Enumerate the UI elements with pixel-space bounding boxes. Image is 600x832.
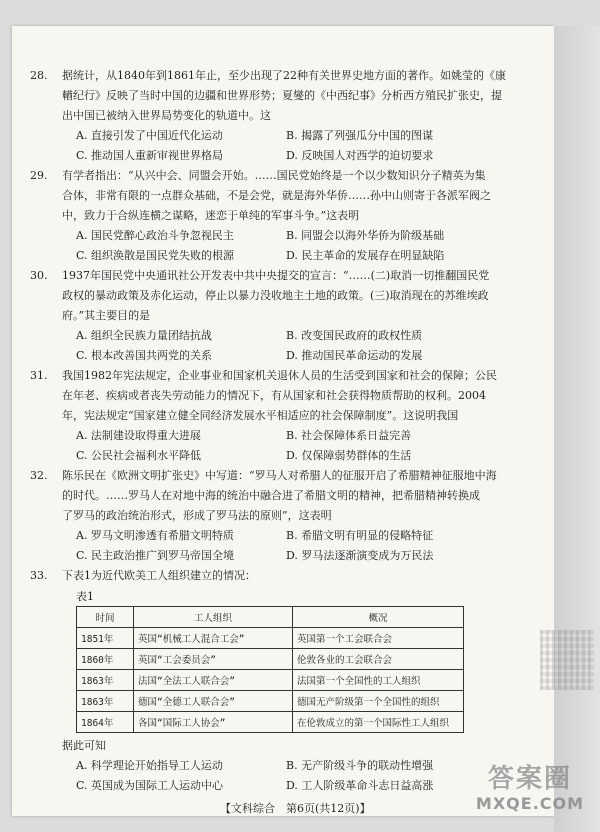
options-30 [76, 326, 526, 366]
question-line: 据此可知 [62, 739, 106, 752]
option-b: B. 揭露了列强瓜分中国的图谋 [286, 129, 434, 142]
question-line: 1937年国民党中央通讯社公开发表中共中央提交的宣言：“……(二)取消一切推翻国民党 [62, 269, 490, 282]
option-a: A. 罗马文明渗透有希腊文明特质 [76, 529, 234, 542]
header-overview: 概况 [293, 607, 464, 628]
site-watermark [466, 764, 594, 828]
question-line: 我国1982年宪法规定，企业事业和国家机关退休人员的生活受到国家和社会的保障；公民 [62, 369, 497, 382]
question-31 [30, 366, 522, 426]
question-line: 年，宪法规定“国家建立健全同经济发展水平相适应的社会保障制度”。这说明我国 [62, 409, 459, 422]
option-c: C. 英国成为国际工人运动中心 [76, 779, 224, 792]
table-row [77, 649, 464, 670]
question-number: 28. [30, 69, 48, 82]
question-33-prompt [62, 736, 522, 756]
question-line: 合体，非常有限的一点群众基础，不是会党，就是海外华侨……孙中山则寄于各派军阀之 [62, 189, 491, 202]
question-number: 33. [30, 569, 48, 582]
question-line: 的时代。……罗马人在对地中海的统治中融合进了希腊文明的精神，把希腊精神转换成 [62, 489, 480, 502]
option-a: A. 直接引发了中国近代化运动 [76, 129, 223, 142]
cell-organization: 各国“国际工人协会” [134, 712, 293, 733]
cell-organization: 德国“全德工人联合会” [134, 691, 293, 712]
question-line: 据统计，从1840年到1861年止，至少出现了22种有关世界史地方面的著作。如姚莹的《康 [62, 69, 506, 82]
options-32 [76, 526, 526, 566]
option-c: C. 根本改善国共两党的关系 [76, 349, 213, 362]
option-d: D. 反映国人对西学的迫切要求 [286, 149, 434, 162]
question-number: 29. [30, 169, 48, 182]
options-31 [76, 426, 526, 466]
question-line: 府。”其主要目的是 [62, 309, 151, 322]
cell-time: 1851年 [77, 628, 134, 649]
question-28 [30, 66, 522, 126]
table-header-row [77, 607, 464, 628]
option-c: C. 公民社会福利水平降低 [76, 449, 202, 462]
cell-overview: 英国第一个工会联合会 [293, 628, 464, 649]
question-30 [30, 266, 522, 326]
watermark-logo-text: 答案圈 [487, 764, 572, 794]
page-edge-shadow [554, 26, 600, 832]
option-b: B. 同盟会以海外华侨为阶级基础 [286, 229, 445, 242]
cell-organization: 法国“全法工人联合会” [134, 670, 293, 691]
cell-time: 1860年 [77, 649, 134, 670]
question-line: 中，致力于合纵连横之谋略，迷恋于单纯的军事斗争。”这表明 [62, 209, 360, 222]
option-a: A. 国民党醉心政治斗争忽视民主 [76, 229, 234, 242]
options-29 [76, 226, 526, 266]
option-d: D. 推动国民革命运动的发展 [286, 349, 423, 362]
option-a: A. 法制建设取得重大进展 [76, 429, 201, 442]
option-d: D. 罗马法逐渐演变成为万民法 [286, 549, 434, 562]
cell-organization: 英国“机械工人混合工会” [134, 628, 293, 649]
option-b: B. 无产阶级斗争的联动性增强 [286, 759, 434, 772]
cell-organization: 英国“工会委员会” [134, 649, 293, 670]
cell-time: 1863年 [77, 670, 134, 691]
options-33 [76, 756, 526, 796]
option-c: C. 组织涣散是国民党失败的根源 [76, 249, 235, 262]
option-d: D. 民主革命的发展存在明显缺陷 [286, 249, 445, 262]
question-line: 陈乐民在《欧洲文明扩张史》中写道：“罗马人对希腊人的征服开启了希腊精神征服地中海 [62, 469, 497, 482]
option-b: B. 希腊文明有明显的侵略特征 [286, 529, 434, 542]
question-line: 了罗马的政治统治形式，形成了罗马法的原则”，这表明 [62, 509, 332, 522]
table-row [77, 712, 464, 733]
question-number: 32. [30, 469, 48, 482]
question-32 [30, 466, 522, 526]
question-line: 在年老、疾病或者丧失劳动能力的情况下，有从国家和社会获得物质帮助的权利。2004 [62, 389, 486, 402]
option-a: A. 科学理论开始指导工人运动 [76, 759, 223, 772]
question-29 [30, 166, 522, 226]
table-row [77, 670, 464, 691]
question-line: 出中国已被纳入世界局势变化的轨道中。这 [62, 109, 271, 122]
worker-organizations-table [76, 606, 464, 733]
table-label: 表1 [76, 590, 94, 603]
header-time: 时间 [77, 607, 134, 628]
table-row [77, 628, 464, 649]
cell-time: 1864年 [77, 712, 134, 733]
option-b: B. 社会保障体系日益完善 [286, 429, 412, 442]
cell-overview: 德国无产阶级第一个全国性的组织 [293, 691, 464, 712]
question-number: 31. [30, 369, 48, 382]
options-28 [76, 126, 526, 166]
cell-overview: 法国第一个全国性的工人组织 [293, 670, 464, 691]
option-c: C. 民主政治推广到罗马帝国全境 [76, 549, 235, 562]
option-d: D. 工人阶级革命斗志日益高涨 [286, 779, 434, 792]
cell-overview: 在伦敦成立的第一个国际性工人组织 [293, 712, 464, 733]
header-organization: 工人组织 [134, 607, 293, 628]
question-line: 有学者指出：“从兴中会、同盟会开始。……国民党始终是一个以少数知识分子精英为集 [62, 169, 486, 182]
option-d: D. 仅保障弱势群体的生活 [286, 449, 412, 462]
table-row [77, 691, 464, 712]
question-33 [30, 566, 522, 586]
page-footer: 【文科综合 第6页(共12页)】 [220, 802, 371, 815]
cell-time: 1863年 [77, 691, 134, 712]
option-c: C. 推动国人重新审视世界格局 [76, 149, 224, 162]
question-line: 下表1为近代欧美工人组织建立的情况： [62, 569, 256, 582]
watermark-url-text: MXQE.COM [475, 794, 585, 813]
question-line: 輶纪行》反映了当时中国的边疆和世界形势；夏燮的《中西纪事》分析西方殖民扩张史，提 [62, 89, 502, 102]
question-number: 30. [30, 269, 48, 282]
option-a: A. 组织全民族力量团结抗战 [76, 329, 212, 342]
option-b: B. 改变国民政府的政权性质 [286, 329, 423, 342]
question-line: 政权的暴动政策及赤化运动，停止以暴力没收地主土地的政策。(三)取消现在的苏维埃政 [62, 289, 489, 302]
faded-qr-mark [540, 630, 594, 690]
cell-overview: 伦敦各业的工会联合会 [293, 649, 464, 670]
